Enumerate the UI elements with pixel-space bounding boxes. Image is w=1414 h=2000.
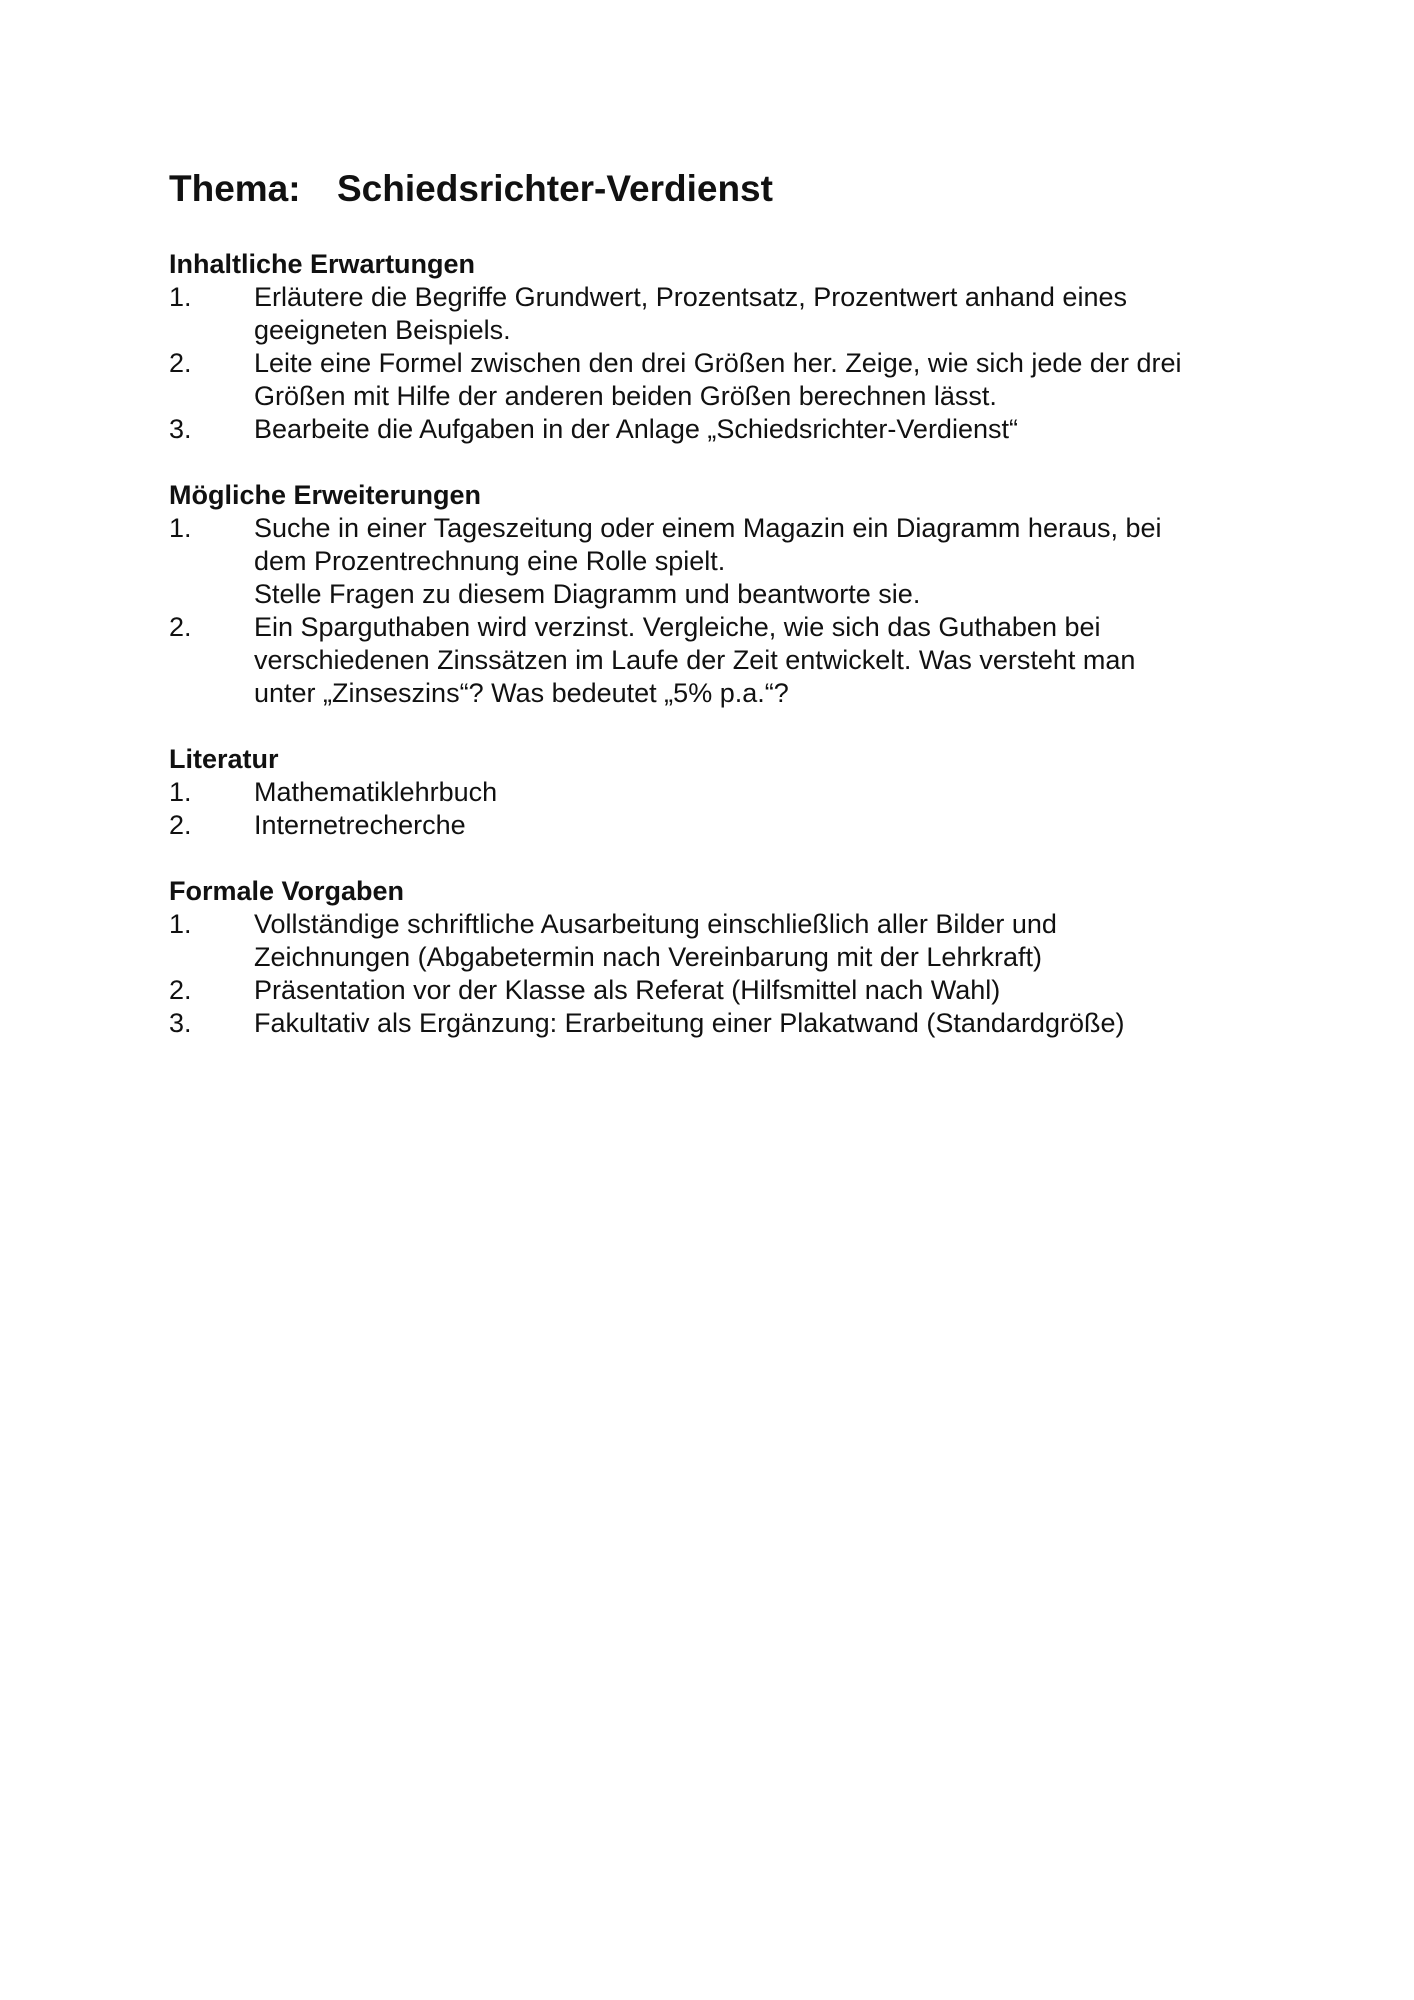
list-item-number: 2. (169, 810, 192, 840)
list-item (169, 974, 1289, 1007)
numbered-list (169, 908, 1289, 1040)
list-item-line: Zeichnungen (Abgabetermin nach Vereinbarung mit der Lehrkraft) (254, 942, 1042, 972)
list-item-text (254, 281, 1289, 347)
list-item-line: Vollständige schriftliche Ausarbeitung einschließlich aller Bilder und (254, 909, 1057, 939)
numbered-list (169, 512, 1289, 710)
list-item-text (254, 347, 1289, 413)
list-item-number: 1. (169, 282, 192, 312)
list-item-number: 2. (169, 612, 192, 642)
list-item-line: dem Prozentrechnung eine Rolle spielt. (254, 546, 726, 576)
sections-container (169, 248, 1289, 1040)
list-item (169, 776, 1289, 809)
section-heading: Inhaltliche Erwartungen (169, 249, 476, 279)
list-item-line: Leite eine Formel zwischen den drei Größen her. Zeige, wie sich jede der drei (254, 348, 1182, 378)
list-item (169, 809, 1289, 842)
list-item (169, 1007, 1289, 1040)
list-item-line: Mathematiklehrbuch (254, 777, 498, 807)
list-item-line: Internetrecherche (254, 810, 466, 840)
list-item (169, 611, 1289, 710)
list-item (169, 512, 1289, 611)
list-item-number: 2. (169, 975, 192, 1005)
document-page (169, 166, 1289, 1073)
list-item-text (254, 776, 1289, 809)
section (169, 479, 1289, 710)
list-item-line: Bearbeite die Aufgaben in der Anlage „Schiedsrichter-Verdienst“ (254, 414, 1018, 444)
list-item (169, 908, 1289, 974)
list-item-text (254, 413, 1289, 446)
section-heading: Formale Vorgaben (169, 876, 405, 906)
list-item-number: 1. (169, 909, 192, 939)
list-item-number: 3. (169, 414, 192, 444)
list-item-line: Größen mit Hilfe der anderen beiden Größen berechnen lässt. (254, 381, 997, 411)
list-item-line: geeigneten Beispiels. (254, 315, 511, 345)
numbered-list (169, 776, 1289, 842)
list-item-number: 1. (169, 777, 192, 807)
list-item-text (254, 611, 1289, 710)
list-item-text (254, 512, 1289, 611)
list-item-line: Erläutere die Begriffe Grundwert, Prozentsatz, Prozentwert anhand eines (254, 282, 1127, 312)
list-item-text (254, 974, 1289, 1007)
page-title (169, 166, 1289, 212)
list-item-line: Suche in einer Tageszeitung oder einem Magazin ein Diagramm heraus, bei (254, 513, 1162, 543)
list-item-text (254, 1007, 1289, 1040)
section (169, 743, 1289, 842)
list-item-line: Ein Sparguthaben wird verzinst. Vergleiche, wie sich das Guthaben bei (254, 612, 1101, 642)
numbered-list (169, 281, 1289, 446)
section (169, 875, 1289, 1040)
list-item-line: Fakultativ als Ergänzung: Erarbeitung einer Plakatwand (Standardgröße) (254, 1008, 1125, 1038)
list-item (169, 347, 1289, 413)
list-item-line: verschiedenen Zinssätzen im Laufe der Zeit entwickelt. Was versteht man (254, 645, 1136, 675)
list-item-line: Stelle Fragen zu diesem Diagramm und beantworte sie. (254, 579, 921, 609)
list-item-line: unter „Zinseszins“? Was bedeutet „5% p.a.“? (254, 678, 789, 708)
list-item-text (254, 908, 1289, 974)
list-item-number: 1. (169, 513, 192, 543)
section-heading: Mögliche Erweiterungen (169, 480, 482, 510)
list-item (169, 281, 1289, 347)
section-heading: Literatur (169, 744, 279, 774)
title-label: Thema: (169, 168, 301, 209)
list-item (169, 413, 1289, 446)
title-text: Schiedsrichter-Verdienst (337, 168, 773, 209)
section (169, 248, 1289, 446)
list-item-number: 3. (169, 1008, 192, 1038)
list-item-text (254, 809, 1289, 842)
list-item-line: Präsentation vor der Klasse als Referat (Hilfsmittel nach Wahl) (254, 975, 1001, 1005)
list-item-number: 2. (169, 348, 192, 378)
